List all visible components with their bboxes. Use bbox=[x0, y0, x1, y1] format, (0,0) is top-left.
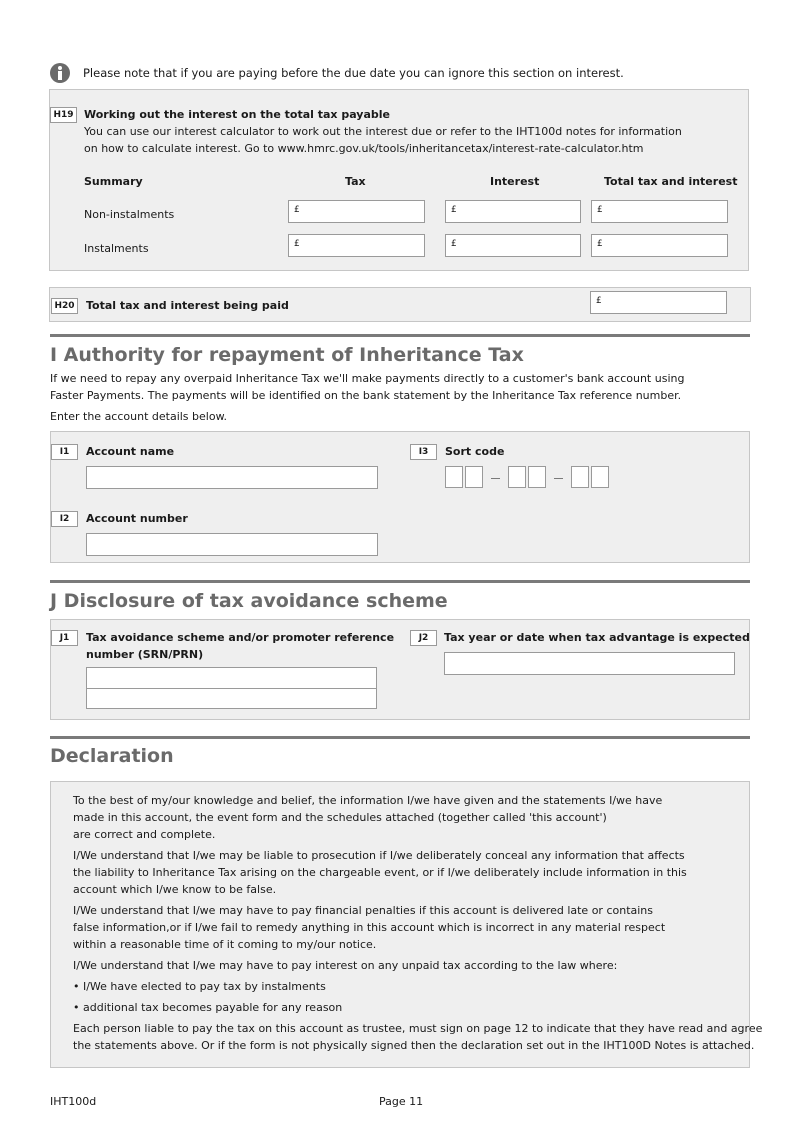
instalments-interest-field[interactable]: £ bbox=[445, 234, 581, 257]
h19-instructions-line-1: You can use our interest calculator to work out the interest due or refer to the IHT100d notes for information bbox=[84, 125, 682, 138]
section-i-rule bbox=[50, 334, 750, 337]
i2-box-label: I2 bbox=[51, 511, 78, 527]
total-being-paid-field[interactable]: £ bbox=[590, 291, 727, 314]
non-instalments-interest-field[interactable]: £ bbox=[445, 200, 581, 223]
account-name-label: Account name bbox=[86, 445, 175, 458]
sort-code-digit-3[interactable] bbox=[508, 466, 526, 488]
column-header-tax: Tax bbox=[345, 175, 366, 188]
row-label-instalments: Instalments bbox=[84, 242, 149, 255]
info-icon bbox=[50, 63, 70, 83]
section-j-rule bbox=[50, 580, 750, 583]
declaration-p1-line-2: made in this account, the event form and the schedules attached (together called 'this account') bbox=[73, 811, 607, 824]
declaration-panel bbox=[50, 781, 763, 1068]
declaration-p5-line-1: Each person liable to pay the tax on this account as trustee, must sign on page 12 to indicate that they have read and agree bbox=[73, 1022, 763, 1035]
declaration-p1-line-3: are correct and complete. bbox=[73, 828, 216, 841]
i1-box-label: I1 bbox=[51, 444, 78, 460]
non-instalments-tax-field[interactable]: £ bbox=[288, 200, 425, 223]
interest-note: Please note that if you are paying before the due date you can ignore this section on interest. bbox=[83, 66, 624, 80]
column-header-summary: Summary bbox=[84, 175, 143, 188]
non-instalments-total-field[interactable]: £ bbox=[591, 200, 728, 223]
sort-code-digit-2[interactable] bbox=[465, 466, 483, 488]
row-label-non-instalments: Non-instalments bbox=[84, 208, 175, 221]
sort-code-digit-6[interactable] bbox=[591, 466, 609, 488]
h19-box-label: H19 bbox=[50, 107, 77, 123]
instalments-total-field[interactable]: £ bbox=[591, 234, 728, 257]
account-number-label: Account number bbox=[86, 512, 188, 525]
declaration-p3-line-3: within a reasonable time of it coming to my/our notice. bbox=[73, 938, 377, 951]
h19-instructions-line-2: on how to calculate interest. Go to www.hmrc.gov.uk/tools/inheritancetax/interest-rate-calculator.htm bbox=[84, 142, 644, 155]
bank-details-panel bbox=[50, 431, 750, 563]
tax-year-field[interactable] bbox=[444, 652, 735, 675]
sort-code-separator-1 bbox=[491, 478, 500, 479]
declaration-p3-line-1: I/We understand that I/we may have to pay financial penalties if this account is delivered late or contains bbox=[73, 904, 654, 917]
tax-avoidance-panel bbox=[50, 619, 750, 720]
h20-box-label: H20 bbox=[51, 298, 78, 314]
sort-code-digit-1[interactable] bbox=[445, 466, 463, 488]
j2-box-label: J2 bbox=[410, 630, 437, 646]
instalments-tax-field[interactable]: £ bbox=[288, 234, 425, 257]
i3-box-label: I3 bbox=[410, 444, 437, 460]
srn-prn-field-1[interactable] bbox=[86, 667, 377, 689]
sort-code-label: Sort code bbox=[445, 445, 505, 458]
column-header-total: Total tax and interest bbox=[604, 175, 738, 188]
tax-year-label: Tax year or date when tax advantage is expected bbox=[444, 631, 750, 644]
srn-prn-label-line-1: Tax avoidance scheme and/or promoter reference bbox=[86, 631, 395, 644]
section-i-heading: I Authority for repayment of Inheritance Tax bbox=[50, 344, 524, 366]
footer-form-id: IHT100d bbox=[50, 1095, 97, 1108]
j1-box-label: J1 bbox=[51, 630, 78, 646]
sort-code-digit-5[interactable] bbox=[571, 466, 589, 488]
declaration-p1-line-1: To the best of my/our knowledge and belief, the information I/we have given and the statements I/we have bbox=[73, 794, 663, 807]
declaration-p5-line-2: the statements above. Or if the form is not physically signed then the declaration set out in the IHT100D Notes is attached. bbox=[73, 1039, 755, 1052]
srn-prn-label-line-2: number (SRN/PRN) bbox=[86, 648, 204, 661]
declaration-p2-line-2: the liability to Inheritance Tax arising on the chargeable event, or if I/we deliberately include information in this bbox=[73, 866, 687, 879]
account-number-field[interactable] bbox=[86, 533, 378, 556]
h20-title: Total tax and interest being paid bbox=[86, 299, 289, 312]
declaration-bullet-1: • I/We have elected to pay tax by instalments bbox=[73, 980, 326, 993]
section-j-heading: J Disclosure of tax avoidance scheme bbox=[50, 590, 448, 612]
declaration-bullet-2: • additional tax becomes payable for any reason bbox=[73, 1001, 343, 1014]
account-name-field[interactable] bbox=[86, 466, 378, 489]
sort-code-separator-2 bbox=[554, 478, 563, 479]
column-header-interest: Interest bbox=[490, 175, 540, 188]
section-i-intro-line-3: Enter the account details below. bbox=[50, 410, 228, 423]
sort-code-digit-4[interactable] bbox=[528, 466, 546, 488]
section-i-intro-line-1: If we need to repay any overpaid Inheritance Tax we'll make payments directly to a customer's bank account using bbox=[50, 372, 685, 385]
srn-prn-field-2[interactable] bbox=[86, 688, 377, 709]
declaration-p2-line-3: account which I/we know to be false. bbox=[73, 883, 277, 896]
declaration-p3-line-2: false information,or if I/we fail to remedy anything in this account which is incorrect in any material respect bbox=[73, 921, 666, 934]
section-i-intro-line-2: Faster Payments. The payments will be identified on the bank statement by the Inheritance Tax reference number. bbox=[50, 389, 682, 402]
h20-panel bbox=[49, 287, 751, 322]
declaration-p2-line-1: I/We understand that I/we may be liable to prosecution if I/we deliberately conceal any information that affects bbox=[73, 849, 685, 862]
declaration-rule bbox=[50, 736, 750, 739]
declaration-heading: Declaration bbox=[50, 745, 174, 767]
declaration-p4: I/We understand that I/we may have to pay interest on any unpaid tax according to the law where: bbox=[73, 959, 618, 972]
footer-page-number: Page 11 bbox=[379, 1095, 424, 1108]
h19-panel bbox=[49, 89, 749, 271]
h19-title: Working out the interest on the total tax payable bbox=[84, 108, 390, 121]
